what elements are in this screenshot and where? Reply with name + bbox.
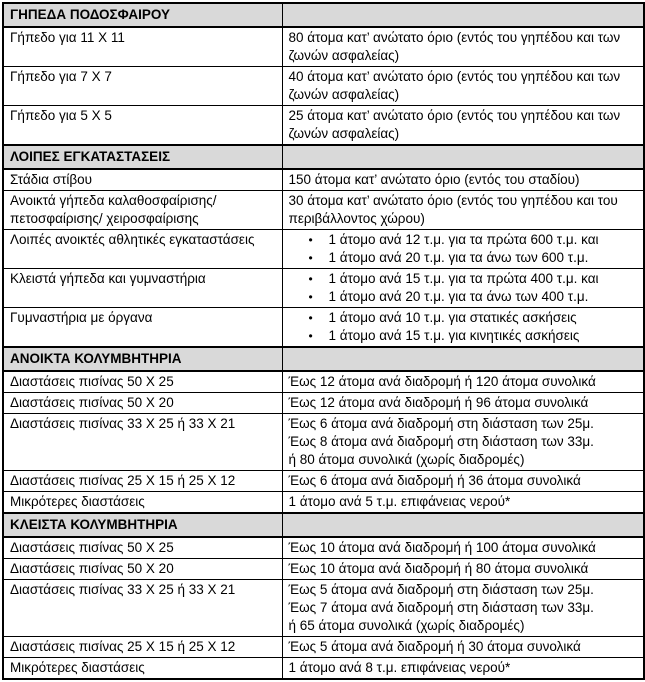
row-label-cell: Μικρότερες διαστάσεις — [3, 658, 282, 680]
table-row — [3, 308, 644, 348]
bullet-item — [289, 288, 638, 306]
bullet-text: 1 άτομο ανά 15 τ.μ. για τα πρώτα 400 τ.μ. και — [328, 271, 599, 286]
row-label-cell: Μικρότερες διαστάσεις — [3, 492, 282, 514]
row-label-cell: Διαστάσεις πισίνας 25 Χ 15 ή 25 Χ 12 — [3, 637, 282, 658]
row-value-cell — [282, 269, 644, 308]
capacity-table — [2, 2, 645, 680]
table-row — [3, 580, 644, 637]
bullet-text: 1 άτομο ανά 20 τ.μ. για τα άνω των 400 τ.μ. — [328, 289, 589, 304]
value-line: Έως 6 άτομα ανά διαδρομή στη διάσταση των 25μ. — [288, 416, 594, 431]
row-label-cell: Διαστάσεις πισίνας 33 Χ 25 ή 33 Χ 21 — [3, 580, 282, 637]
row-value-cell — [282, 230, 644, 269]
section-header-empty-cell — [282, 347, 644, 371]
value-text: Έως 12 άτομα ανά διαδρομή ή 120 άτομα συνολικά — [288, 374, 596, 389]
row-label-cell: Γήπεδο για 7 Χ 7 — [3, 67, 282, 106]
bullet-icon: • — [308, 290, 313, 304]
value-line: Έως 8 άτομα ανά διαδρομή στη διάσταση των 33μ. — [288, 434, 594, 449]
value-text: 150 άτομα κατ’ ανώτατο όριο (εντός του σταδίου) — [288, 172, 580, 187]
row-value-cell — [282, 308, 644, 348]
row-value-cell — [282, 658, 644, 680]
table-row — [3, 169, 644, 191]
row-value-cell — [282, 371, 644, 393]
bullet-text: 1 άτομο ανά 15 τ.μ. για κινητικές ασκήσεις — [328, 328, 580, 343]
bullet-icon: • — [308, 329, 313, 343]
table-row — [3, 471, 644, 492]
table-row — [3, 106, 644, 146]
row-label-cell: Διαστάσεις πισίνας 50 Χ 25 — [3, 371, 282, 393]
table-row — [3, 371, 644, 393]
bullet-text: 1 άτομο ανά 12 τ.μ. για τα πρώτα 600 τ.μ. και — [328, 232, 599, 247]
row-value-cell — [282, 393, 644, 414]
table-row — [3, 414, 644, 471]
row-label-cell: Διαστάσεις πισίνας 50 Χ 20 — [3, 393, 282, 414]
row-value-cell — [282, 169, 644, 191]
section-header-empty-cell — [282, 3, 644, 27]
row-label-cell: Ανοικτά γήπεδα καλαθοσφαίρισης/ πετοσφαίρισης/ χειροσφαίρισης — [3, 191, 282, 230]
value-text: 30 άτομα κατ’ ανώτατο όριο (εντός του γηπέδου και του περιβάλλοντος χώρου) — [288, 193, 618, 226]
bullet-item — [289, 270, 638, 288]
value-text: 25 άτομα κατ’ ανώτατο όριο (εντός του γηπέδου και των ζωνών ασφαλείας) — [288, 108, 621, 141]
row-value-cell — [282, 67, 644, 106]
table-row — [3, 658, 644, 680]
row-label-cell: Διαστάσεις πισίνας 50 Χ 20 — [3, 559, 282, 580]
section-header-row — [3, 145, 644, 169]
table-row — [3, 67, 644, 106]
row-value-cell — [282, 637, 644, 658]
value-line: ή 80 άτομα συνολικά (χωρίς διαδρομές) — [288, 452, 525, 467]
value-line: ή 65 άτομα συνολικά (χωρίς διαδρομές) — [288, 618, 525, 633]
section-header-label: ΛΟΙΠΕΣ ΕΓΚΑΤΑΣΤΑΣΕΙΣ — [3, 145, 282, 169]
value-text: 1 άτομο ανά 5 τ.μ. επιφάνειας νερού* — [288, 494, 511, 509]
row-value-cell — [282, 191, 644, 230]
table-row — [3, 393, 644, 414]
row-label-cell: Γήπεδο για 11 Χ 11 — [3, 27, 282, 67]
bullet-icon: • — [308, 272, 313, 286]
row-value-cell — [282, 580, 644, 637]
row-label-cell: Διαστάσεις πισίνας 50 Χ 25 — [3, 537, 282, 559]
table-row — [3, 637, 644, 658]
bullet-icon: • — [308, 233, 313, 247]
section-header-label: ΓΗΠΕΔΑ ΠΟΔΟΣΦΑΙΡΟΥ — [3, 3, 282, 27]
row-label-cell: Λοιπές ανοικτές αθλητικές εγκαταστάσεις — [3, 230, 282, 269]
row-label-cell: Κλειστά γήπεδα και γυμναστήρια — [3, 269, 282, 308]
row-value-cell — [282, 414, 644, 471]
bullet-item — [289, 327, 638, 345]
table-row — [3, 230, 644, 269]
section-header-empty-cell — [282, 145, 644, 169]
value-line: Έως 7 άτομα ανά διαδρομή στη διάσταση των 33μ. — [288, 600, 594, 615]
row-label-cell: Διαστάσεις πισίνας 33 Χ 25 ή 33 Χ 21 — [3, 414, 282, 471]
value-text: Έως 5 άτομα ανά διαδρομή ή 30 άτομα συνολικά — [288, 639, 581, 654]
capacity-table-body — [3, 3, 644, 679]
row-value-cell — [282, 471, 644, 492]
row-label-cell: Διαστάσεις πισίνας 25 Χ 15 ή 25 Χ 12 — [3, 471, 282, 492]
value-text: Έως 6 άτομα ανά διαδρομή ή 36 άτομα συνολικά — [288, 473, 581, 488]
row-value-cell — [282, 106, 644, 146]
row-value-cell — [282, 27, 644, 67]
row-label-cell: Γήπεδο για 5 Χ 5 — [3, 106, 282, 146]
section-header-row — [3, 513, 644, 537]
section-header-row — [3, 347, 644, 371]
row-value-cell — [282, 559, 644, 580]
section-header-empty-cell — [282, 513, 644, 537]
row-label-cell: Γυμναστήρια με όργανα — [3, 308, 282, 348]
row-value-cell — [282, 537, 644, 559]
bullet-item — [289, 309, 638, 327]
value-text: Έως 12 άτομα ανά διαδρομή ή 96 άτομα συνολικά — [288, 395, 589, 410]
value-text: 40 άτομα κατ’ ανώτατο όριο (εντός του γηπέδου και των ζωνών ασφαλείας) — [288, 69, 621, 102]
table-row — [3, 269, 644, 308]
table-row — [3, 537, 644, 559]
row-label-cell: Στάδια στίβου — [3, 169, 282, 191]
section-header-row — [3, 3, 644, 27]
value-line: Έως 5 άτομα ανά διαδρομή στη διάσταση των 25μ. — [288, 582, 594, 597]
bullet-item — [289, 231, 638, 249]
table-row — [3, 492, 644, 514]
table-row — [3, 191, 644, 230]
table-row — [3, 27, 644, 67]
value-text: 80 άτομα κατ’ ανώτατο όριο (εντός του γηπέδου και των ζωνών ασφαλείας) — [288, 30, 621, 63]
bullet-icon: • — [308, 311, 313, 325]
section-header-label: ΚΛΕΙΣΤΑ ΚΟΛΥΜΒΗΤΗΡΙΑ — [3, 513, 282, 537]
bullet-icon: • — [308, 251, 313, 265]
row-value-cell — [282, 492, 644, 514]
bullet-text: 1 άτομο ανά 20 τ.μ. για τα άνω των 600 τ.μ. — [328, 250, 589, 265]
table-row — [3, 559, 644, 580]
value-text: Έως 10 άτομα ανά διαδρομή ή 80 άτομα συνολικά — [288, 561, 589, 576]
value-text: 1 άτομο ανά 8 τ.μ. επιφάνειας νερού* — [288, 660, 511, 675]
bullet-text: 1 άτομο ανά 10 τ.μ. για στατικές ασκήσεις — [328, 310, 577, 325]
value-text: Έως 10 άτομα ανά διαδρομή ή 100 άτομα συνολικά — [288, 540, 596, 555]
section-header-label: ΑΝΟΙΚΤΑ ΚΟΛΥΜΒΗΤΗΡΙΑ — [3, 347, 282, 371]
bullet-item — [289, 249, 638, 267]
